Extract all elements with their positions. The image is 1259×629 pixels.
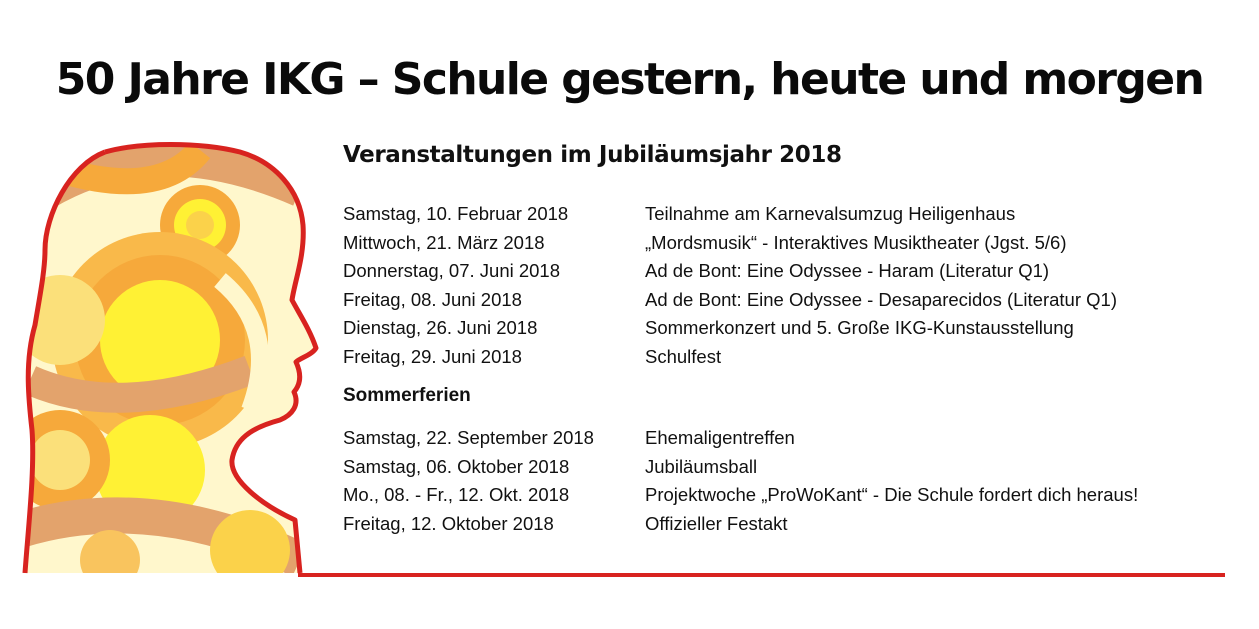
event-row xyxy=(343,343,1223,372)
event-title: Jubiläumsball xyxy=(645,455,758,477)
event-title: Ad de Bont: Eine Odyssee - Desaparecidos (Literatur Q1) xyxy=(645,288,1117,310)
event-date: Dienstag, 26. Juni 2018 xyxy=(343,317,538,339)
page-title: 50 Jahre IKG – Schule gestern, heute und morgen xyxy=(55,54,1204,105)
event-title: „Mordsmusik“ - Interaktives Musiktheater (Jgst. 5/6) xyxy=(645,231,1067,253)
event-row xyxy=(343,453,1223,482)
event-list-after-break xyxy=(343,424,1223,538)
event-row xyxy=(343,229,1223,258)
event-date: Freitag, 08. Juni 2018 xyxy=(343,288,522,310)
event-row xyxy=(343,481,1223,510)
summer-break-label: Sommerferien xyxy=(343,385,471,406)
event-date: Samstag, 06. Oktober 2018 xyxy=(343,455,570,477)
event-date: Freitag, 29. Juni 2018 xyxy=(343,345,522,367)
event-date: Donnerstag, 07. Juni 2018 xyxy=(343,260,561,282)
event-list-before-break xyxy=(343,200,1223,372)
red-baseline-divider xyxy=(298,573,1225,577)
event-row xyxy=(343,286,1223,315)
event-date: Mittwoch, 21. März 2018 xyxy=(343,231,545,253)
event-title: Offizieller Festakt xyxy=(645,512,788,534)
event-title: Projektwoche „ProWoKant“ - Die Schule fordert dich heraus! xyxy=(645,484,1139,506)
event-row xyxy=(343,510,1223,539)
event-row xyxy=(343,200,1223,229)
event-row xyxy=(343,314,1223,343)
event-date: Samstag, 10. Februar 2018 xyxy=(343,203,569,224)
program-heading: Veranstaltungen im Jubiläumsjahr 2018 xyxy=(343,142,842,168)
event-title: Ad de Bont: Eine Odyssee - Haram (Literatur Q1) xyxy=(645,260,1050,282)
event-title: Schulfest xyxy=(645,345,722,367)
event-row xyxy=(343,424,1223,453)
event-date: Freitag, 12. Oktober 2018 xyxy=(343,512,554,534)
event-title: Teilnahme am Karnevalsumzug Heiligenhaus xyxy=(645,203,1016,224)
event-date: Mo., 08. - Fr., 12. Okt. 2018 xyxy=(343,484,570,506)
event-row xyxy=(343,257,1223,286)
event-title: Sommerkonzert und 5. Große IKG-Kunstausstellung xyxy=(645,317,1074,339)
event-date: Samstag, 22. September 2018 xyxy=(343,427,594,448)
head-profile-sun-icon xyxy=(0,130,340,590)
event-title: Ehemaligentreffen xyxy=(645,427,795,448)
